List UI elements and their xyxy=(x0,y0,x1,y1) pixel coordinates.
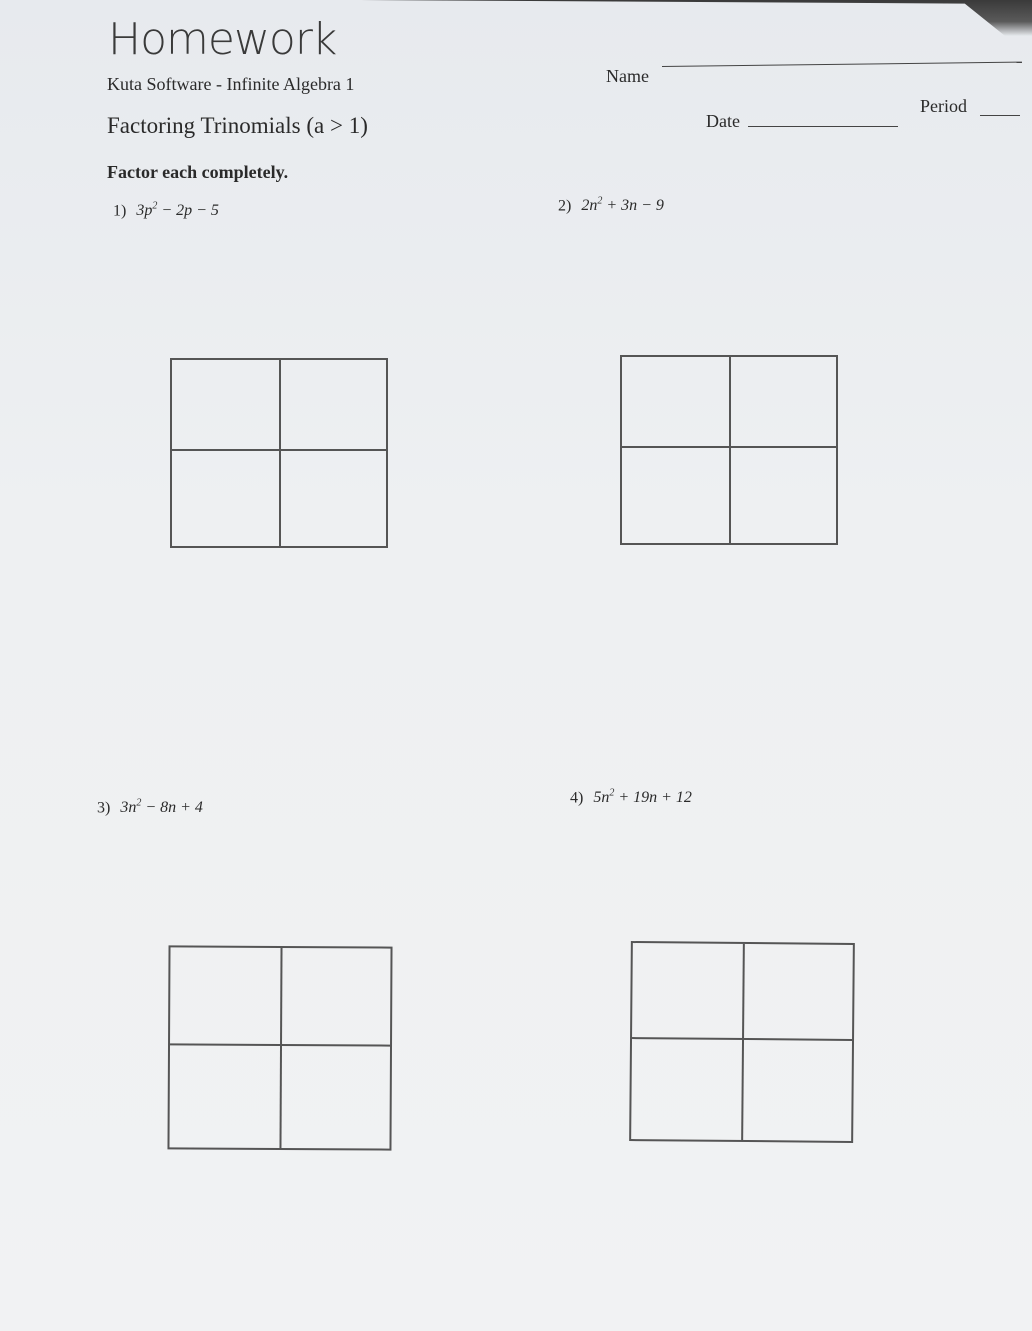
grid-divider-vertical xyxy=(279,948,282,1148)
problem-number: 1) xyxy=(113,202,127,220)
page-edge-shadow xyxy=(360,0,1032,36)
factoring-grid-2[interactable] xyxy=(620,355,838,545)
date-label: Date xyxy=(706,111,740,131)
problem-expression: $5n^2 + 19n + 12$ xyxy=(593,788,692,807)
date-field[interactable] xyxy=(748,126,898,127)
problem-4 xyxy=(570,788,692,807)
problem-expression: $2n^2 + 3n - 9$ xyxy=(581,196,664,215)
problem-3 xyxy=(97,798,203,817)
problem-1 xyxy=(113,201,219,220)
name-label: Name xyxy=(606,66,649,86)
factoring-grid-3[interactable] xyxy=(167,945,392,1150)
problem-number: 3) xyxy=(97,799,111,817)
instructions: Factor each completely. xyxy=(107,162,289,182)
factoring-grid-4[interactable] xyxy=(629,941,855,1143)
grid-divider-horizontal xyxy=(622,446,836,448)
problem-2 xyxy=(558,196,664,215)
grid-divider-vertical xyxy=(729,357,731,543)
name-field[interactable] xyxy=(662,62,1022,67)
problem-expression: $3n^2 - 8n + 4$ xyxy=(120,798,203,817)
problem-number: 2) xyxy=(558,197,572,215)
worksheet-title: Factoring Trinomials (a > 1) xyxy=(107,113,368,138)
period-label: Period xyxy=(920,96,967,116)
factoring-grid-1[interactable] xyxy=(170,358,388,548)
handwritten-title: Homework xyxy=(108,14,337,65)
grid-divider-vertical xyxy=(279,360,281,546)
problem-expression: $3p^2 - 2p - 5$ xyxy=(136,201,219,220)
worksheet-subtitle: Kuta Software - Infinite Algebra 1 xyxy=(107,74,355,94)
grid-divider-vertical xyxy=(741,944,745,1140)
grid-divider-horizontal xyxy=(172,449,386,451)
period-field[interactable] xyxy=(980,115,1020,116)
problem-number: 4) xyxy=(570,789,584,807)
